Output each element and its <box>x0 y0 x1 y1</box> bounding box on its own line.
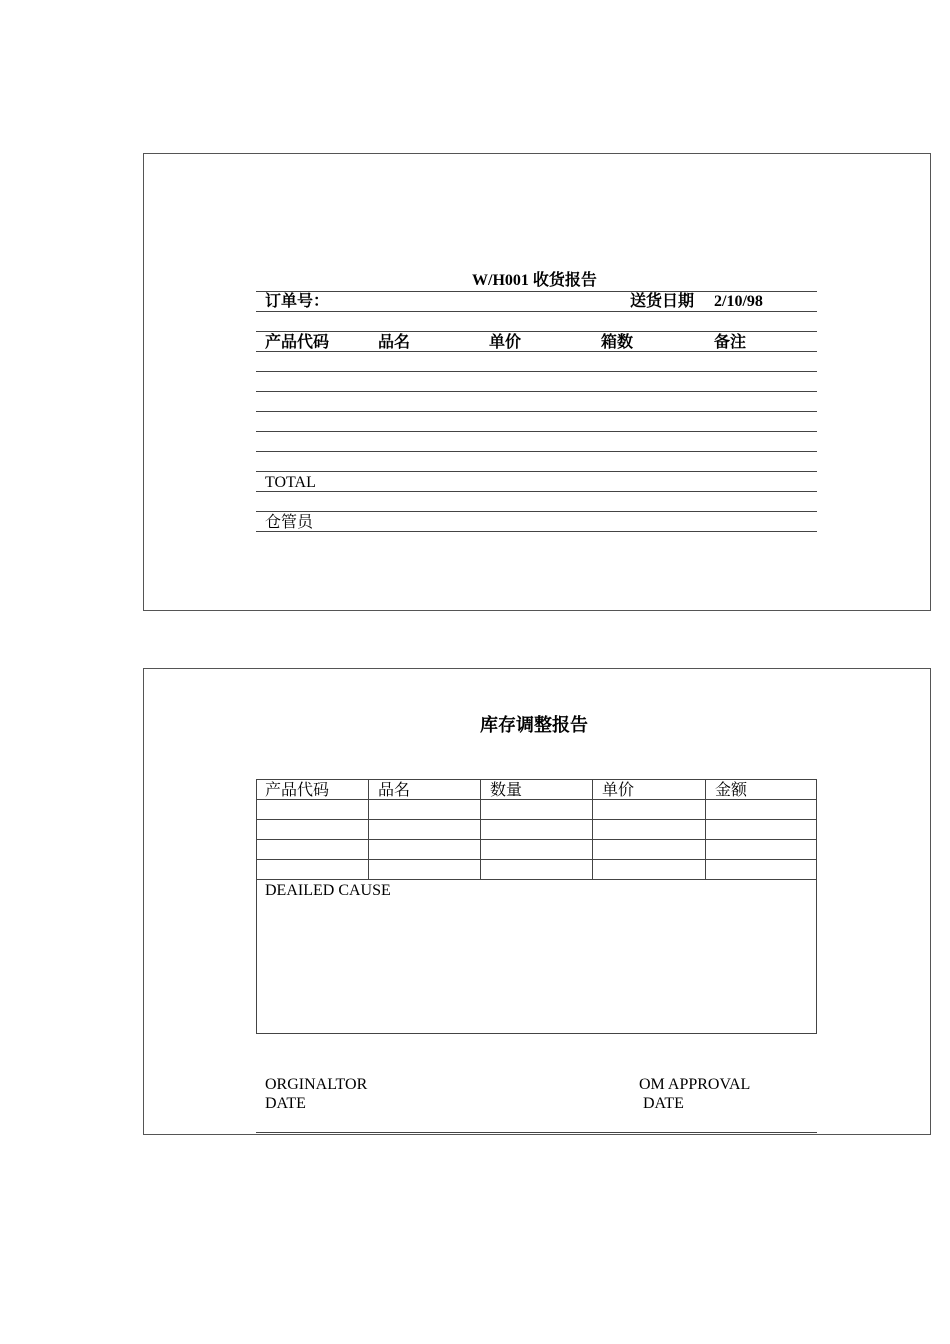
receiving-rule-1 <box>256 291 817 292</box>
receiving-col-cases: 箱数 <box>601 334 634 351</box>
adjustment-rule-4 <box>256 859 817 860</box>
adjustment-col-divider-1 <box>368 779 369 880</box>
adjustment-col-product-code: 产品代码 <box>265 782 330 799</box>
receiving-rule-4 <box>256 351 817 352</box>
receiving-rule-7 <box>256 411 817 412</box>
approval-date-label: DATE <box>643 1095 684 1112</box>
adjustment-col-divider-2 <box>480 779 481 880</box>
adjustment-table <box>256 779 817 1034</box>
adjustment-col-unit-price: 单价 <box>602 782 635 799</box>
delivery-date-label: 送货日期 <box>630 293 695 310</box>
adjustment-rule-5 <box>256 879 817 880</box>
receiving-col-remarks: 备注 <box>714 334 747 351</box>
signature-rule <box>256 1132 817 1133</box>
receiving-rule-3 <box>256 331 817 332</box>
approval-label: OM APPROVAL <box>639 1076 751 1093</box>
receiving-rule-2 <box>256 311 817 312</box>
adjustment-rule-3 <box>256 839 817 840</box>
receiving-rule-10 <box>256 471 817 472</box>
receiving-rule-5 <box>256 371 817 372</box>
adjustment-col-product-name: 品名 <box>378 782 411 799</box>
originator-date-label: DATE <box>265 1095 306 1112</box>
receiving-rule-13 <box>256 531 817 532</box>
receiving-report-frame <box>143 153 931 611</box>
receiving-col-product-code: 产品代码 <box>265 334 330 351</box>
adjustment-col-divider-4 <box>705 779 706 880</box>
receiving-rule-6 <box>256 391 817 392</box>
originator-label: ORGINALTOR <box>265 1076 368 1093</box>
adjustment-col-amount: 金额 <box>715 782 748 799</box>
receiving-col-unit-price: 单价 <box>489 334 522 351</box>
delivery-date-value: 2/10/98 <box>714 293 763 310</box>
adjustment-rule-2 <box>256 819 817 820</box>
detailed-cause-label: DEAILED CAUSE <box>265 882 391 899</box>
receiving-rule-8 <box>256 431 817 432</box>
adjustment-col-divider-3 <box>592 779 593 880</box>
warehouse-keeper-label: 仓管员 <box>265 514 314 531</box>
total-label: TOTAL <box>265 474 316 491</box>
receiving-rule-11 <box>256 491 817 492</box>
order-number-label: 订单号： <box>265 293 330 310</box>
receiving-col-product-name: 品名 <box>378 334 411 351</box>
adjustment-report-title: 库存调整报告 <box>480 715 588 735</box>
receiving-report-title: W/H001 收货报告 <box>472 272 597 289</box>
receiving-rule-9 <box>256 451 817 452</box>
receiving-rule-12 <box>256 511 817 512</box>
adjustment-col-quantity: 数量 <box>490 782 523 799</box>
